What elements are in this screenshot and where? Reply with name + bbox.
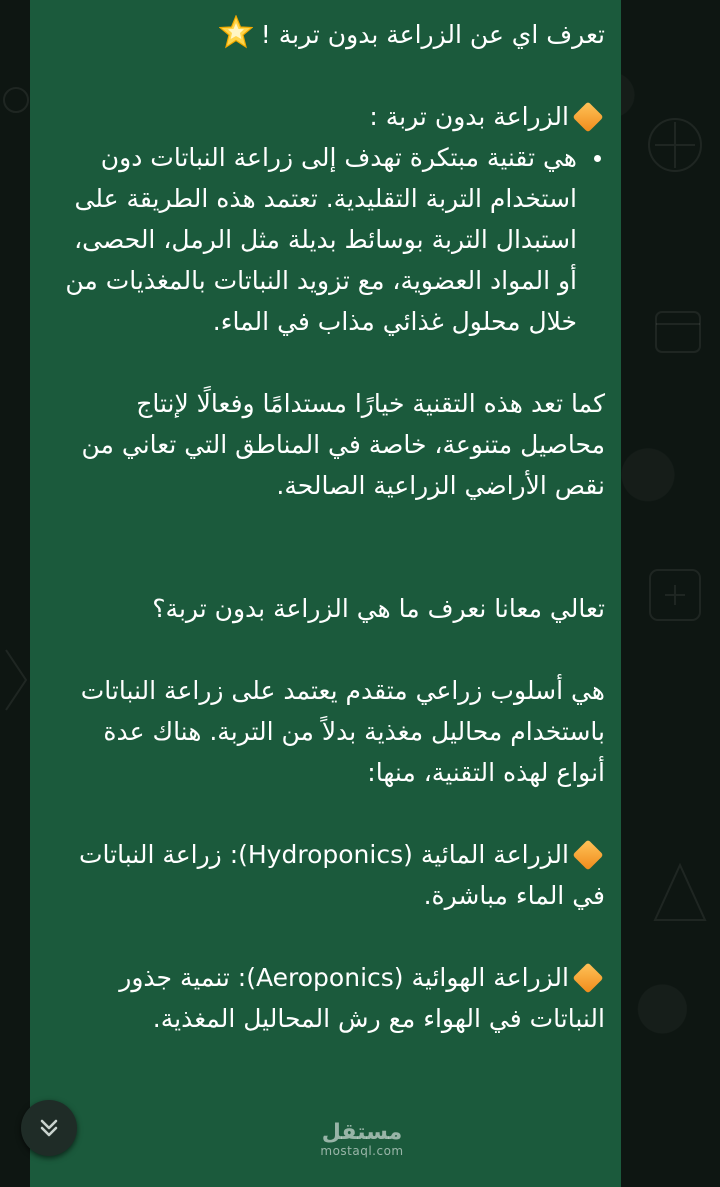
doodle-icon [640,110,710,180]
section1-heading-text: الزراعة بدون تربة : [369,102,569,131]
orange-diamond-icon [572,962,603,993]
message-title [54,14,605,55]
watermark [307,1122,417,1158]
type2-name: الزراعة الهوائية [411,963,569,992]
section1-heading [54,96,605,137]
type-aeroponics [54,957,605,1039]
doodle-icon [640,560,710,630]
type2-latin: (Aeroponics) [246,963,404,992]
calendar-doodle-icon [648,300,708,360]
watermark-url: mostaql.com [320,1144,404,1158]
type1-latin: (Hydroponics) [238,840,413,869]
bullet-list [54,137,605,342]
message-bubble[interactable] [30,0,621,1187]
orange-diamond-icon [572,101,603,132]
title-text: تعرف اي عن الزراعة بدون تربة ! [260,20,605,49]
double-chevron-down-icon [36,1115,62,1141]
scroll-to-bottom-button[interactable] [21,1100,77,1156]
type-hydroponics [54,834,605,916]
question-line: تعالي معانا نعرف ما هي الزراعة بدون تربة؟ [152,594,605,623]
type1-name: الزراعة المائية [420,840,569,869]
doodle-icon [2,640,30,720]
paragraph-1: كما تعد هذه التقنية خيارًا مستدامًا وفعالًا لإنتاج محاصيل متنوعة، خاصة في المناطق التي تعاني من نقص الأراضي الزراعية الصالحة. [81,389,605,500]
doodle-icon [650,860,710,940]
doodle-icon [2,60,30,140]
star-emoji-icon [219,15,253,49]
list-item: هي تقنية مبتكرة تهدف إلى زراعة النباتات دون استخدام التربة التقليدية. تعتمد هذه الطريقة على استبدال التربة بوسائط بديلة مثل الرمل، الحصى، أو المواد العضوية، مع تزويد النباتات بالمغذيات من خلال محلول غذائي مذاب في الماء. [54,137,577,342]
paragraph-2: هي أسلوب زراعي متقدم يعتمد على زراعة النباتات باستخدام محاليل مغذية بدلاً من التربة. هناك عدة أنواع لهذه التقنية، منها: [80,676,605,787]
type2-desc: : تنمية جذور النباتات في الهواء مع رش المحاليل المغذية. [119,963,605,1033]
type1-desc: : زراعة النباتات في الماء مباشرة. [79,840,605,910]
watermark-logo: مستقل [321,1120,403,1145]
orange-diamond-icon [572,839,603,870]
